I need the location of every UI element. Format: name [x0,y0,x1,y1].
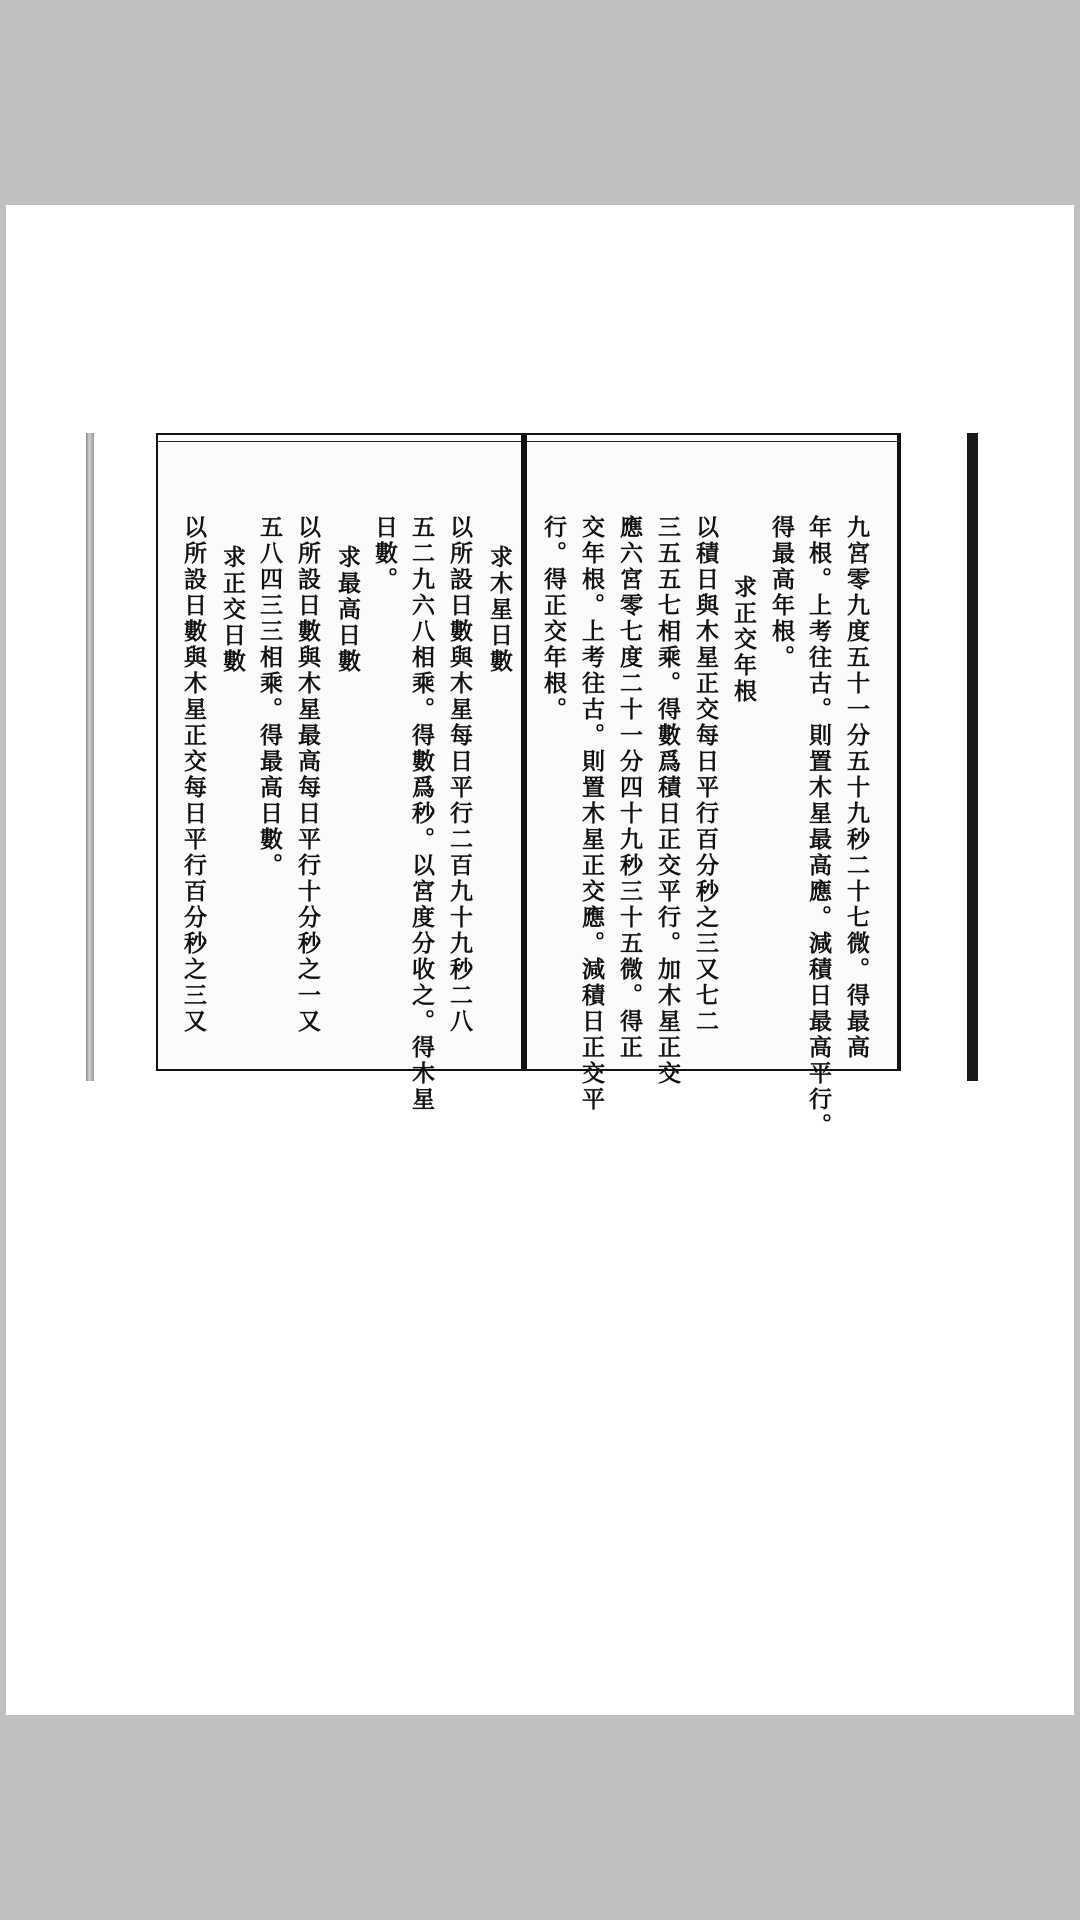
text-column: 日數。 [371,515,398,593]
heading-apogee-days: 求最高日數 [334,545,361,675]
text-column: 年根。上考往古。則置木星最高應。減積日最高平行。 [805,515,832,1139]
text-column: 應六宮零七度二十一分四十九秒三十五微。得正 [616,515,643,1061]
text-column: 得最高年根。 [768,515,795,671]
heading-jupiter-days: 求木星日數 [486,545,513,675]
text-column: 以積日與木星正交每日平行百分秒之三又七二 [692,515,719,1035]
text-column: 九宮零九度五十一分五十九秒二十七微。得最高 [843,515,870,1061]
text-column: 行。得正交年根。 [540,515,567,723]
right-book-edge [967,433,978,1081]
text-column: 以所設日數與木星每日平行二百九十九秒二八 [446,515,473,1035]
text-column: 交年根。上考往古。則置木星正交應。減積日正交平 [578,515,605,1113]
text-column: 五八四三三相乘。得最高日數。 [256,515,283,879]
right-page [527,433,901,1139]
left-page [156,433,527,1113]
text-column: 三五五七相乘。得數爲積日正交平行。加木星正交 [654,515,681,1087]
heading-node-days: 求正交日數 [219,545,246,675]
left-book-edge [86,433,94,1081]
text-column: 以所設日數與木星最高每日平行十分秒之一又 [294,515,321,1035]
book-spread [80,433,980,1139]
text-column: 以所設日數與木星正交每日平行百分秒之三又 [180,515,207,1035]
heading-node-root: 求正交年根 [730,575,757,705]
text-column: 五二九六八相乘。得數爲秒。以宮度分收之。得木星 [408,515,435,1113]
